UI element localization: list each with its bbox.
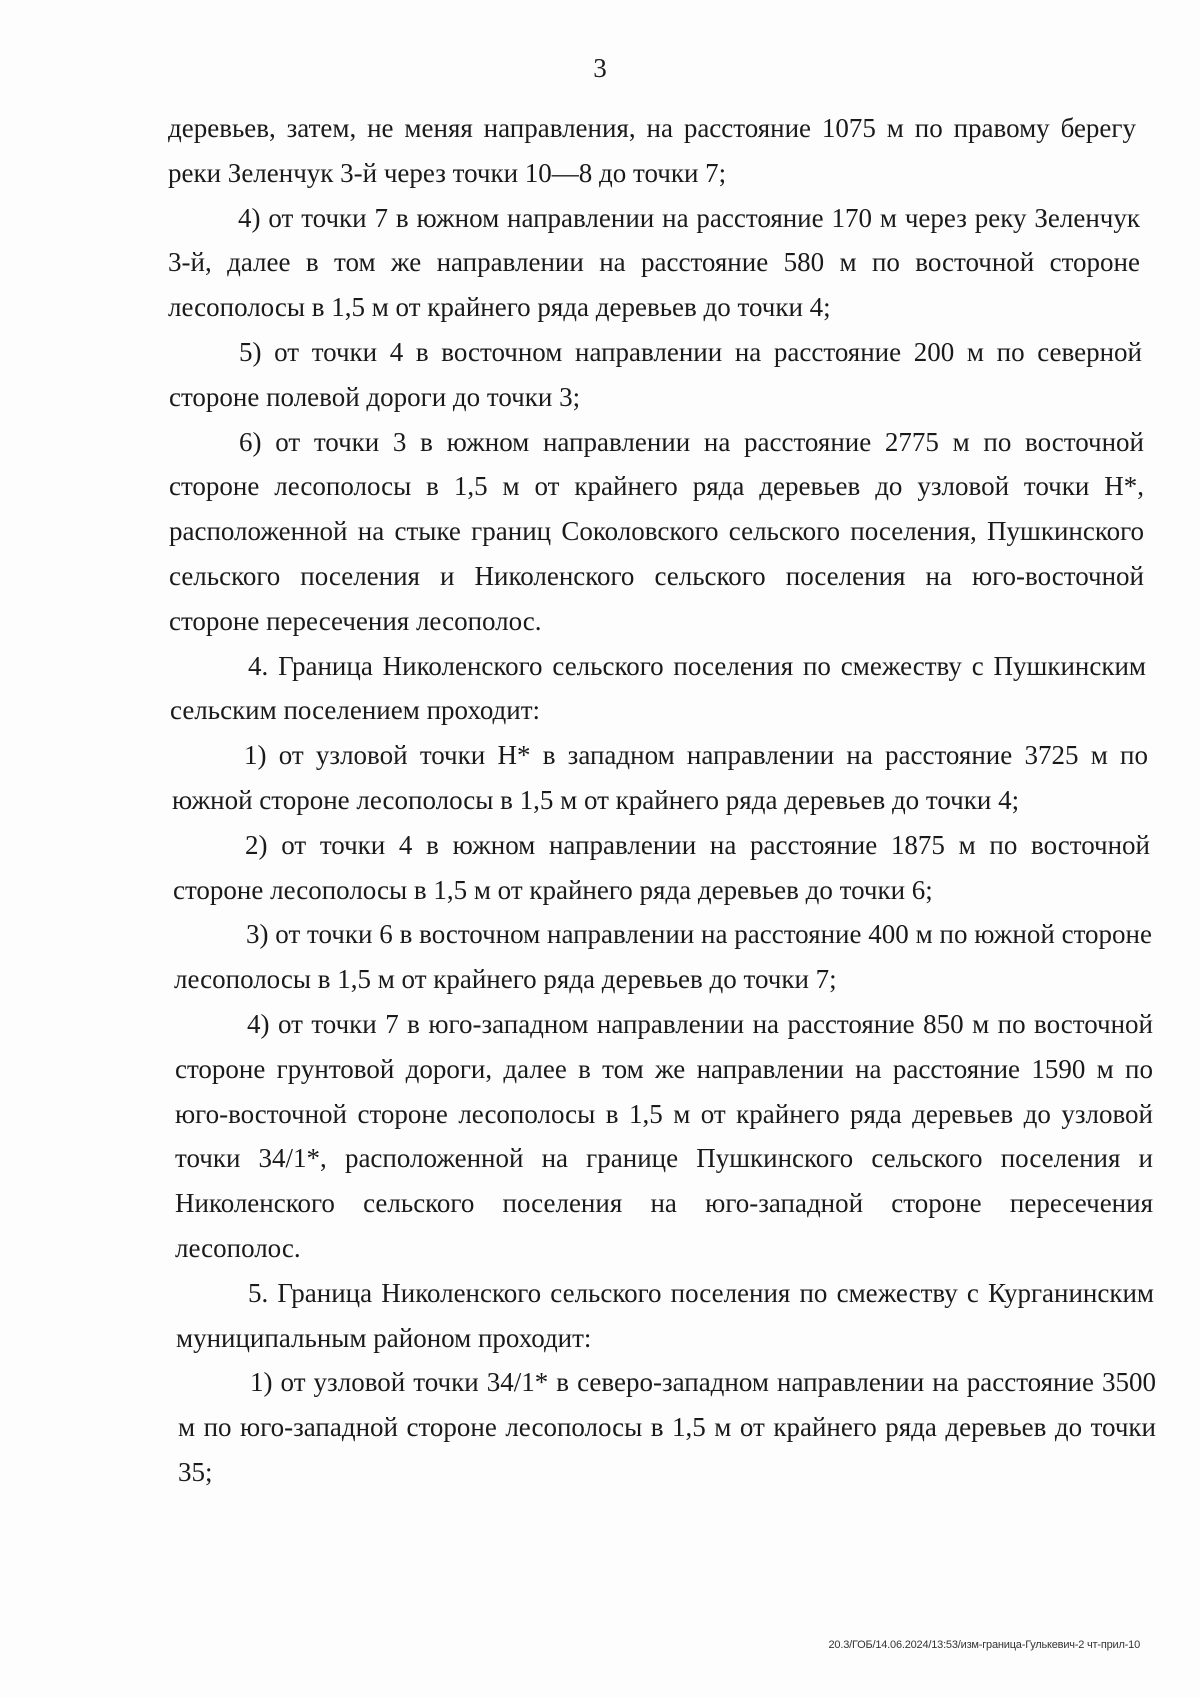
paragraph-item-4-1: 1) от узловой точки Н* в западном направлении на расстояние 3725 м по южной стороне лесополосы в 1,5 м от крайнего ряда деревьев до точки 4;	[172, 740, 1148, 815]
paragraph-item-5-1: 1) от узловой точки 34/1* в северо-западном направлении на расстояние 3500 м по юго-западной стороне лесополосы в 1,5 м от крайнего ряда деревьев до точки 35;	[178, 1367, 1156, 1487]
page-number: 3	[593, 53, 607, 83]
paragraph-item-3-5: 5) от точки 4 в восточном направлении на расстояние 200 м по северной стороне полевой дороги до точки 3;	[169, 336, 1142, 412]
paragraph-item-4-3: 3) от точки 6 в восточном направлении на расстояние 400 м по южной стороне лесополосы в 1,5 м от крайнего ряда деревьев до точки 7;	[174, 919, 1152, 995]
paragraph-section-4: 4. Граница Николенского сельского поселения по смежеству с Пушкинским сельским поселением проходит:	[170, 650, 1146, 726]
document-body	[0, 106, 1200, 1495]
paragraph-item-4-4: 4) от точки 7 в юго-западном направлении на расстояние 850 м по восточной стороне грунтовой дороги, далее в том же направлении на расстояние 1590 м по юго-восточной стороне лесополосы в 1,5 м от крайнего ряда деревьев до узловой точки 34/1*, расположенной на границе Пушкинского сельского поселения и Николенского сельского поселения на юго-западной стороне пересечения лесополос.	[175, 1008, 1153, 1263]
paragraph-item-3-4: 4) от точки 7 в южном направлении на расстояние 170 м через реку Зеленчук 3-й, далее в том же направлении на расстояние 580 м по восточной стороне лесополосы в 1,5 м от крайнего ряда деревьев до точки 4;	[168, 202, 1140, 323]
paragraph-continuation: деревьев, затем, не меняя направления, на расстояние 1075 м по правому берегу реки Зеленчук 3-й через точки 10—8 до точки 7;	[168, 113, 1136, 188]
paragraph-item-3-6: 6) от точки 3 в южном направлении на расстояние 2775 м по восточной стороне лесополосы в 1,5 м от крайнего ряда деревьев до узловой точки Н*, расположенной на стыке границ Соколовского сельского поселения, Пушкинского сельского поселения и Николенского сельского поселения на юго-восточной стороне пересечения лесополос.	[169, 426, 1144, 636]
footer-document-code: 20.3/ГОБ/14.06.2024/13:53/изм-граница-Гулькевич-2 чт-прил-10	[828, 1639, 1140, 1651]
paragraph-item-4-2: 2) от точки 4 в южном направлении на расстояние 1875 м по восточной стороне лесополосы в 1,5 м от крайнего ряда деревьев до точки 6;	[173, 829, 1150, 905]
paragraph-section-5: 5. Граница Николенского сельского поселения по смежеству с Курганинским муниципальным районом проходит:	[176, 1277, 1154, 1353]
